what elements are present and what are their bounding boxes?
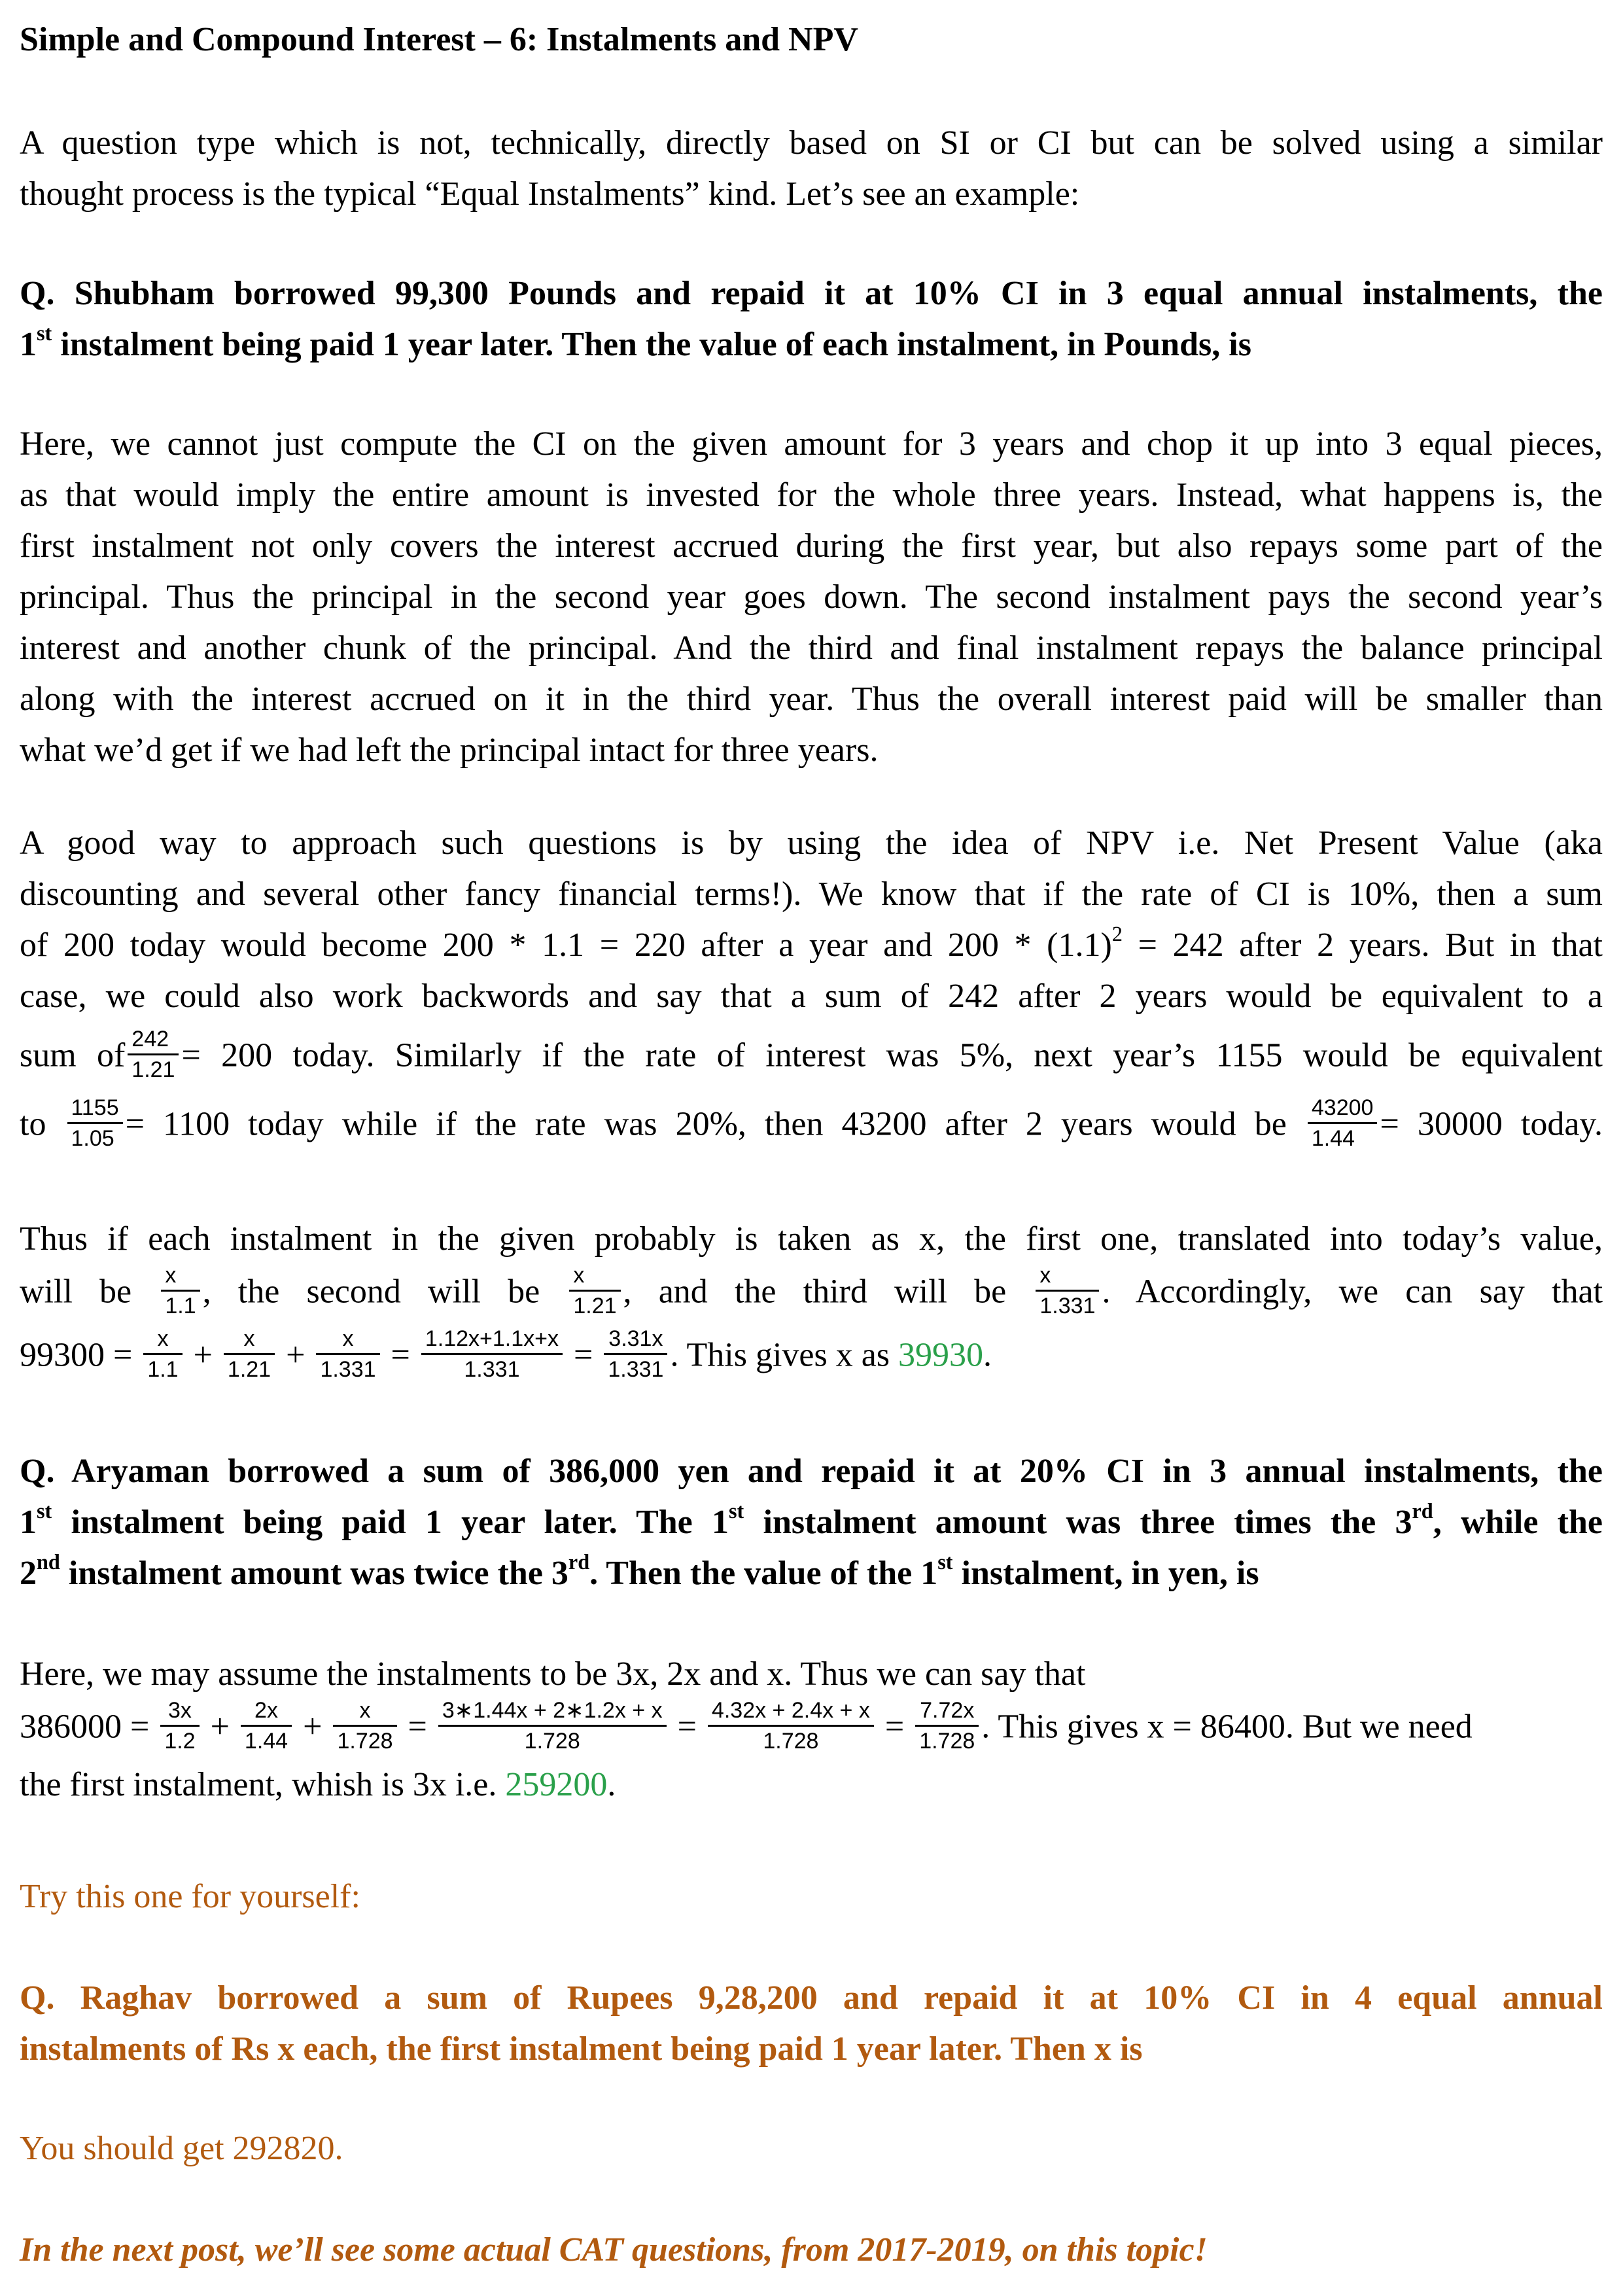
npv-paragraph	[20, 818, 1603, 1157]
intro-paragraph	[20, 118, 1603, 220]
npv-line: of 200 today would become 200 * 1.1 = 220 after a year and $200 * (1.1)^2 = 242$ after 2 years. But in that	[20, 921, 1603, 964]
explanation-line: interest and another chunk of the principal. And the third and final instalment repays the balance principal	[20, 629, 1603, 667]
answer-value: 39930	[898, 1336, 984, 1374]
npv-line: sum of $\frac{242}{1.21}$ = 200 today. Similarly if the rate of interest was 5%, next year’s 1155 would be equivalent	[20, 1029, 1603, 1088]
equation-2: 386000 = $\frac{3x}{1.2}$ + $\frac{2x}{1.44}$ + $\frac{x}{1.728}$ = $\frac{3∗1.44x + 2∗1.2x + x}{1.728}$ = $\frac{4.32x + 2.4x + x}{1.728}$ = $\frac{7.72x}{1.728}$ . This gives x = 86400. But we need	[20, 1700, 1603, 1759]
practice-question	[20, 1973, 1603, 2075]
fraction: $\frac{43200}{1.44}$	[1308, 1093, 1378, 1153]
practice-prompt: Try this one for yourself:	[20, 1878, 360, 1915]
equation-1: 99300 = $\frac{x}{1.1}$ + $\frac{x}{1.21}$ + $\frac{x}{1.331}$ = $\frac{1.12x+1.1x+x}{1.331}$ = $\frac{3.31x}{1.331}$ . This gives x as 39930.	[20, 1328, 1603, 1388]
closing-note: In the next post, we’ll see some actual CAT questions, from 2017-2019, on this topic!	[20, 2231, 1208, 2269]
solution-2	[20, 1649, 1603, 1810]
intro-line: thought process is the typical “Equal Instalments” kind. Let’s see an example:	[20, 175, 1080, 213]
explanation-line: first instalment not only covers the interest accrued during the first year, but also repays some part of the	[20, 527, 1603, 565]
practice-question-line: instalments of Rs x each, the first instalment being paid 1 year later. Then x is	[20, 2030, 1143, 2068]
fraction: $\frac{242}{1.21}$	[128, 1025, 179, 1084]
explanation-line: along with the interest accrued on it in the third year. Thus the overall interest paid will be smaller than	[20, 680, 1603, 718]
fraction: $\frac{x}{1.1}$	[161, 1261, 200, 1320]
question-2-line: 2nd instalment amount was twice the 3rd. Then the value of the 1st instalment, in yen, is	[20, 1549, 1259, 1592]
fraction: $\frac{1155}{1.05}$	[67, 1093, 123, 1153]
answer-value: 259200	[505, 1766, 608, 1803]
explanation-paragraph	[20, 419, 1603, 776]
intro-line: A question type which is not, technically, directly based on SI or CI but can be solved using a similar	[20, 124, 1603, 162]
fraction: $\frac{x}{1.331}$	[1036, 1261, 1099, 1320]
solution-line: Here, we may assume the instalments to be 3x, 2x and x. Thus we can say that	[20, 1655, 1086, 1693]
npv-line: A good way to approach such questions is by using the idea of NPV i.e. Net Present Value (aka	[20, 824, 1603, 862]
npv-line: to $\frac{1155}{1.05}$ = 1100 today while if the rate was 20%, then 43200 after 2 years would be $\frac{43200}{1.44}$ = 30000 today.	[20, 1097, 1603, 1157]
question-2-line: Q. Aryaman borrowed a sum of 386,000 yen and repaid it at 20% CI in 3 annual instalments, the	[20, 1453, 1603, 1490]
solution-1	[20, 1214, 1603, 1388]
question-2	[20, 1446, 1603, 1599]
practice-result: You should get 292820.	[20, 2130, 343, 2167]
explanation-line: what we’d get if we had left the principal intact for three years.	[20, 732, 879, 769]
solution-line: will be $\frac{x}{1.1}$ , the second will be $\frac{x}{1.21}$ , and the third will be $\frac{x}{1.331}$ . Accordingly, we can say that	[20, 1265, 1603, 1324]
npv-line: case, we could also work backwords and say that a sum of 242 after 2 years would be equivalent to a	[20, 978, 1603, 1015]
explanation-line: as that would imply the entire amount is invested for the whole three years. Instead, what happens is, the	[20, 476, 1603, 514]
solution-line: Thus if each instalment in the given probably is taken as x, the first one, translated into today’s value,	[20, 1220, 1603, 1258]
question-1	[20, 268, 1603, 370]
fraction: $\frac{x}{1.21}$	[569, 1261, 620, 1320]
solution-line: the first instalment, whish is 3x i.e. 259200.	[20, 1766, 616, 1803]
practice-question-line: Q. Raghav borrowed a sum of Rupees 9,28,200 and repaid it at 10% CI in 4 equal annual	[20, 1979, 1603, 2017]
explanation-line: Here, we cannot just compute the CI on the given amount for 3 years and chop it up into 3 equal pieces,	[20, 425, 1603, 463]
npv-line: discounting and several other fancy financial terms!). We know that if the rate of CI is 10%, then a sum	[20, 875, 1603, 913]
question-1-line: Q. Shubham borrowed 99,300 Pounds and repaid it at 10% CI in 3 equal annual instalments, the	[20, 275, 1603, 312]
question-2-line: 1st instalment being paid 1 year later. The 1st instalment amount was three times the 3rd, while the	[20, 1498, 1603, 1541]
page-title: Simple and Compound Interest – 6: Instalments and NPV	[20, 21, 858, 58]
explanation-line: principal. Thus the principal in the second year goes down. The second instalment pays the second year’s	[20, 578, 1603, 616]
question-1-line: 1st instalment being paid 1 year later. Then the value of each instalment, in Pounds, is	[20, 321, 1251, 363]
